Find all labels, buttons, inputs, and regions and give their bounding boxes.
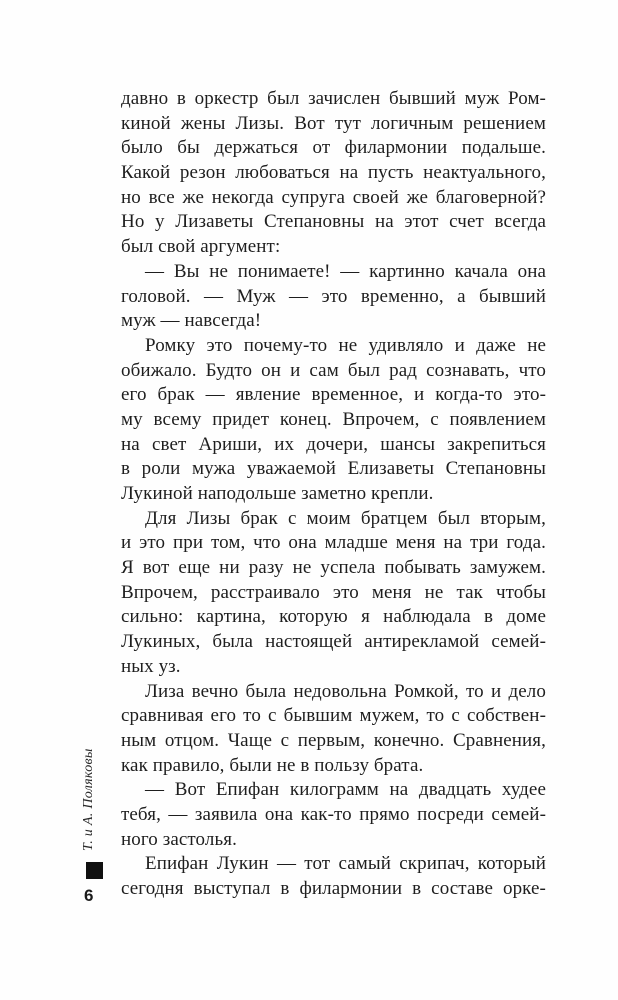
text-line: сегодня выступал в филармонии в составе орке- xyxy=(121,878,546,899)
text-line: ным отцом. Чаще с первым, конечно. Сравнения, xyxy=(121,729,546,751)
text-line: было бы держаться от филармонии подальше. xyxy=(121,137,546,159)
text-line: давно в оркестр был зачислен бывший муж Ром- xyxy=(121,88,546,109)
page-number: 6 xyxy=(84,886,94,905)
text-line: но все же некогда супруга своей же благоверной? xyxy=(121,186,546,208)
text-line: Лиза вечно была недовольна Ромкой, то и дело xyxy=(145,680,546,702)
text-line: Впрочем, расстраивало это меня не так чтобы xyxy=(121,581,546,603)
text-line: муж — навсегда! xyxy=(121,310,262,332)
text-line: — Вы не понимаете! — картинно качала она xyxy=(145,260,546,282)
text-line: тебя, — заявила она как-то прямо посреди семей- xyxy=(121,803,546,825)
text-line: в роли мужа уважаемой Елизаветы Степановны xyxy=(121,458,546,480)
corner-square-marker xyxy=(86,862,103,879)
text-line: обижало. Будто он и сам был рад сознавать, что xyxy=(121,359,546,381)
text-line: Ромку это почему-то не удивляло и даже не xyxy=(145,334,546,356)
margin-author-vertical: Т. и А. Поляковы xyxy=(81,748,96,852)
text-line: ных уз. xyxy=(121,655,181,677)
text-line: му всему придет конец. Впрочем, с появлением xyxy=(121,408,546,430)
text-line: Лукиной наподольше заметно крепли. xyxy=(121,483,434,504)
text-line: Какой резон любоваться на пусть неактуального, xyxy=(121,162,546,184)
text-line: его брак — явление временное, и когда-то это- xyxy=(121,384,546,406)
text-line: сильно: картина, которую я наблюдала в доме xyxy=(121,606,546,628)
text-line: на свет Ариши, их дочери, шансы закрепиться xyxy=(121,433,546,455)
text-line: сравнивая его то с бывшим мужем, то с собствен- xyxy=(121,705,546,727)
text-line: головой. — Муж — это временно, а бывший xyxy=(121,285,546,307)
page-text-block xyxy=(121,87,546,902)
text-line: Но у Лизаветы Степановны на этот счет всегда xyxy=(121,211,546,233)
text-line: Я вот еще ни разу не успела побывать замужем. xyxy=(121,557,546,579)
text-line: Для Лизы брак с моим братцем был вторым, xyxy=(145,507,546,529)
text-line: и это при том, что она младше меня на три года. xyxy=(121,532,546,554)
text-line: Епифан Лукин — тот самый скрипач, который xyxy=(145,853,546,875)
text-line: — Вот Епифан килограмм на двадцать худее xyxy=(145,779,546,801)
text-line: киной жены Лизы. Вот тут логичным решением xyxy=(121,112,546,134)
text-line: Лукиных, была настоящей антирекламой семей- xyxy=(121,631,546,653)
text-line: был свой аргумент: xyxy=(121,236,281,258)
text-line: как правило, были не в пользу брата. xyxy=(121,754,424,776)
text-line: ного застолья. xyxy=(121,828,237,850)
